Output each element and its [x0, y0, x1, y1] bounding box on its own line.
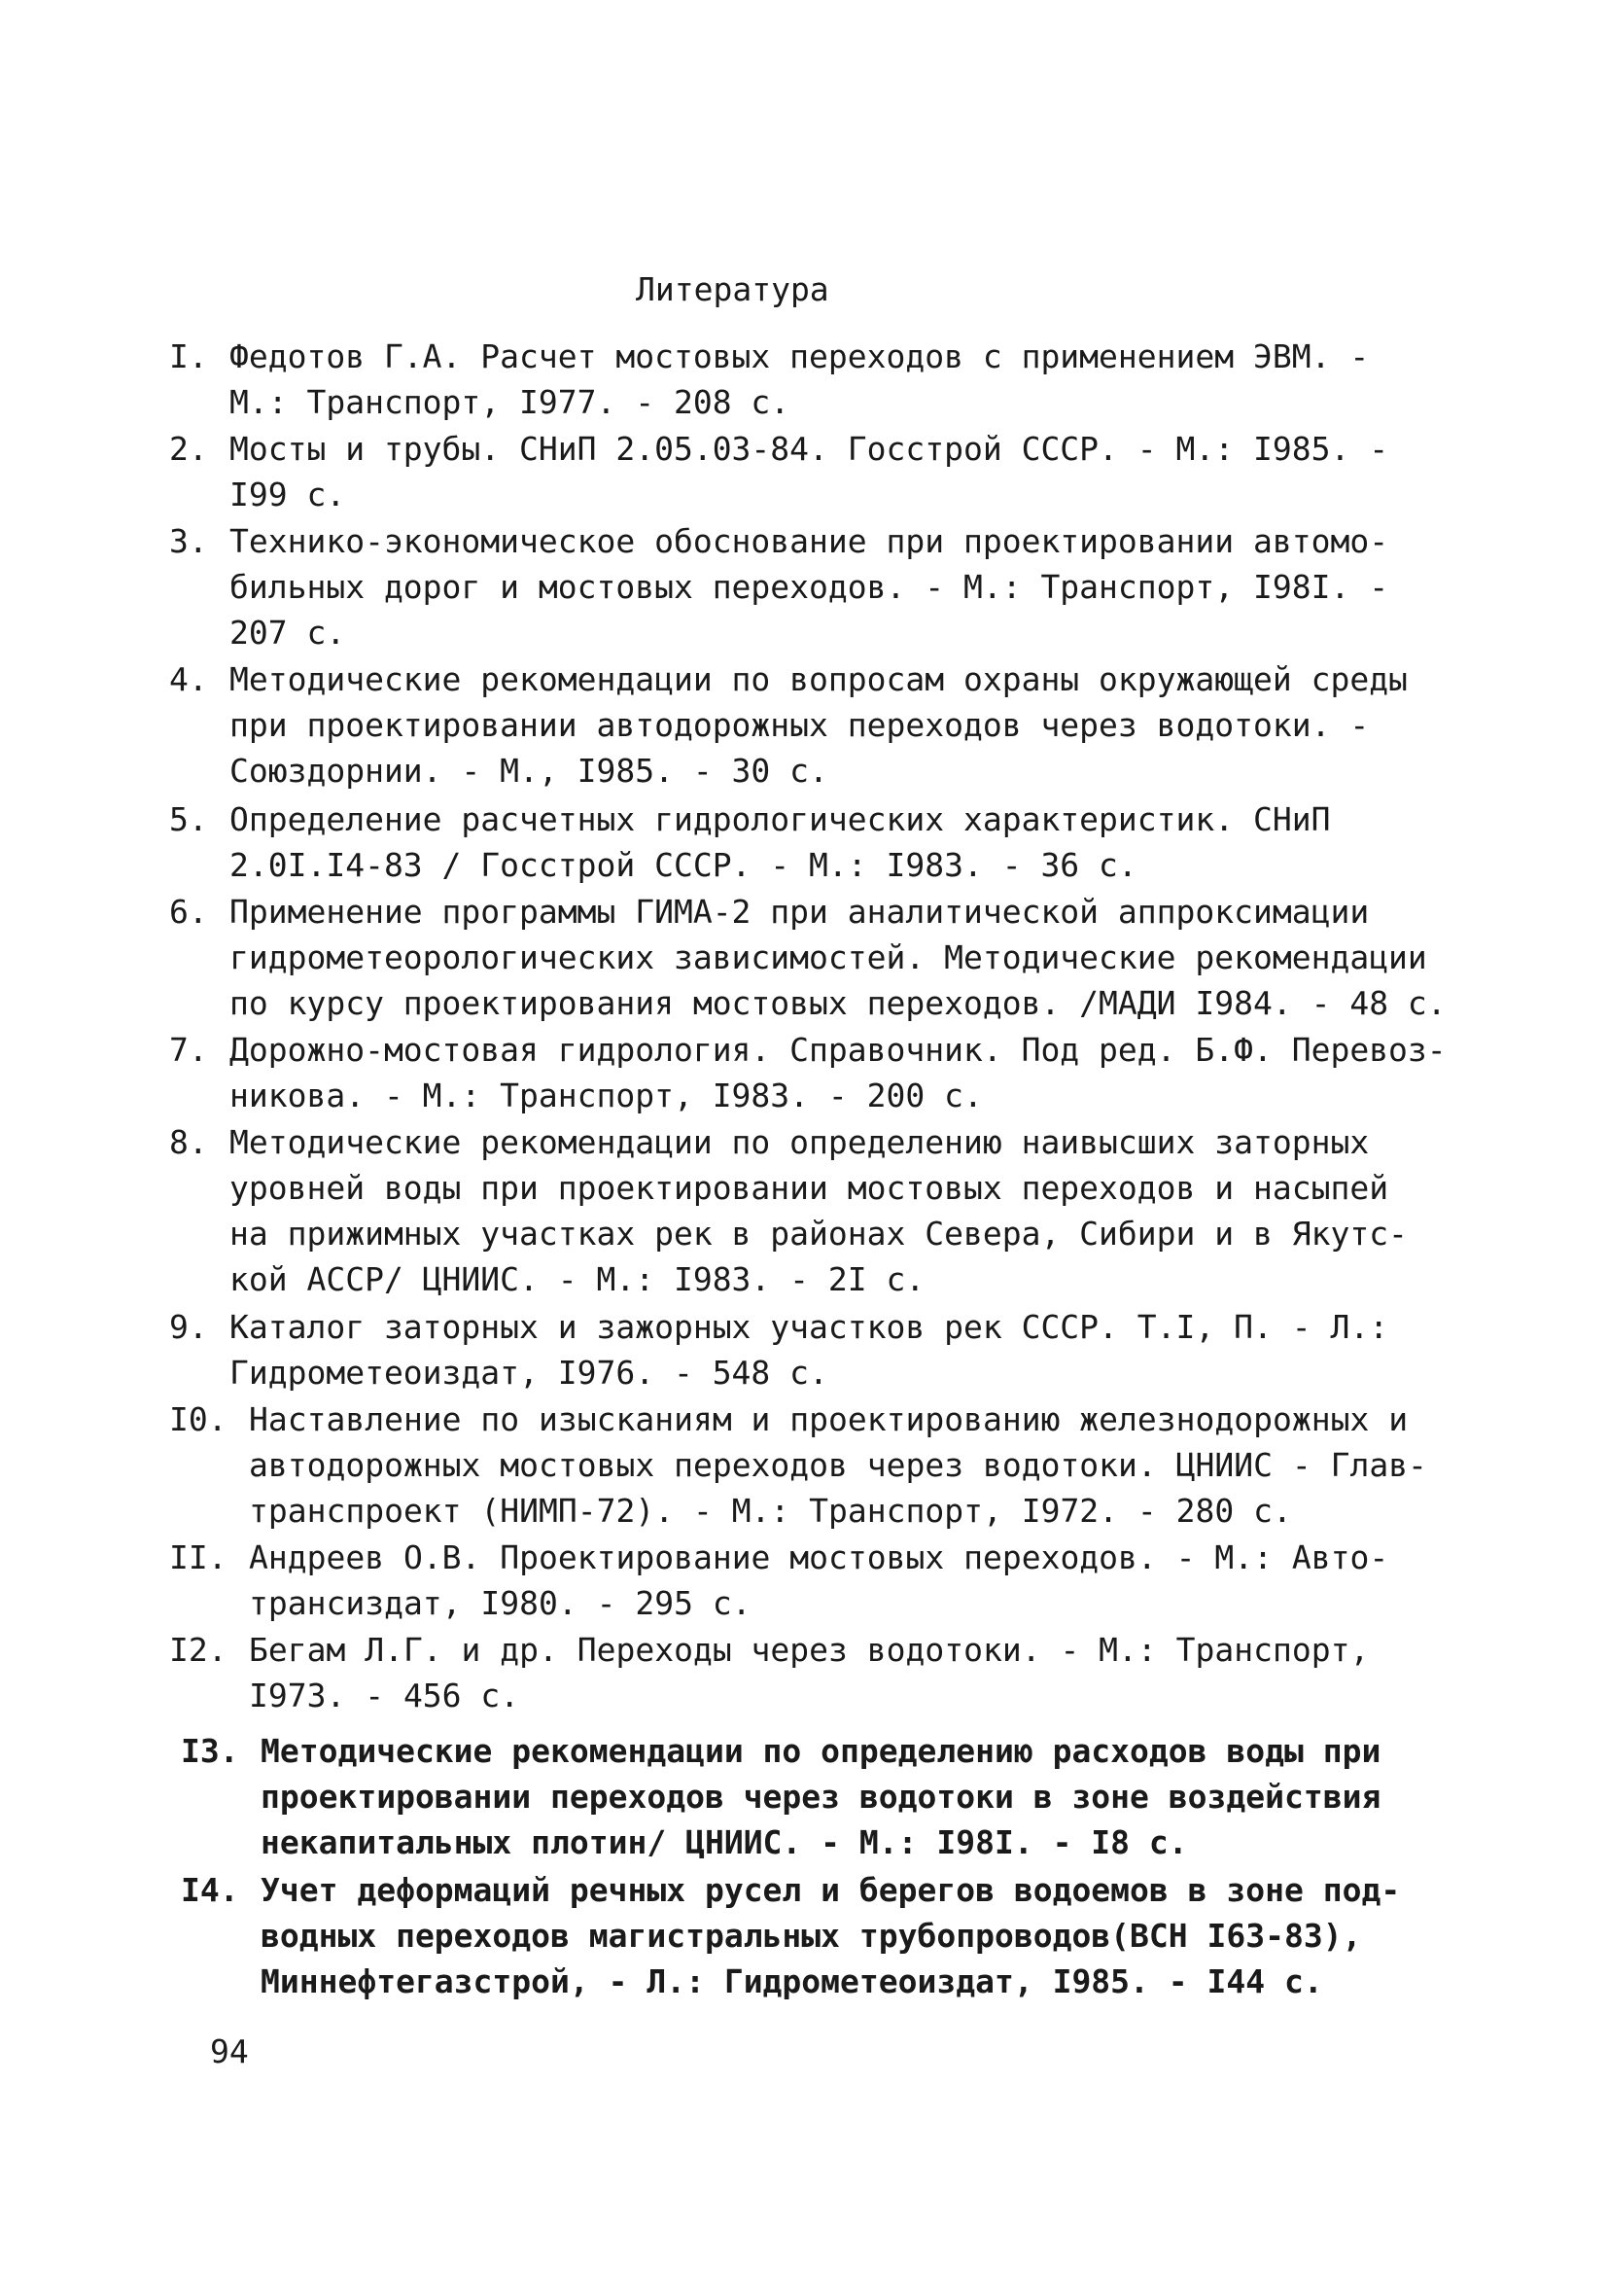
reference-line [181, 1913, 1400, 1959]
reference-text: Мосты и трубы. СНиП 2.05.03-84. Госстрой СССР. - М.: I985. - [229, 430, 1389, 468]
reference-entry-13 [181, 1728, 1381, 1865]
reference-number: II. [169, 1538, 227, 1576]
page-number: 94 [210, 2032, 249, 2070]
reference-entry-4 [169, 656, 1408, 794]
reference-text: Дорожно-мостовая гидрология. Справочник. Под ред. Б.Ф. Перевоз- [229, 1031, 1447, 1069]
reference-text: трансиздат, I980. - 295 с. [249, 1584, 752, 1622]
reference-number: I0. [169, 1400, 227, 1438]
reference-line [169, 1396, 1427, 1442]
reference-number: 9. [169, 1308, 208, 1346]
reference-line [169, 426, 1388, 472]
reference-line [169, 1627, 1369, 1673]
reference-number: 5. [169, 800, 208, 838]
reference-text: уровней воды при проектировании мостовых переходов и насыпей [229, 1169, 1389, 1207]
reference-line [169, 1350, 1388, 1395]
reference-line [169, 796, 1330, 842]
reference-text: автодорожных мостовых переходов через водотоки. ЦНИИС - Глав- [249, 1446, 1427, 1484]
reference-line [169, 564, 1388, 610]
reference-text: Методические рекомендации по определению наивысших заторных [229, 1123, 1370, 1161]
reference-text: М.: Транспорт, I977. - 208 с. [229, 383, 790, 421]
reference-number: 4. [169, 660, 208, 698]
reference-text: Методические рекомендации по вопросам охраны окружающей среды [229, 660, 1408, 698]
reference-number: 3. [169, 522, 208, 560]
reference-text: проектировании переходов через водотоки в зоне воздействия [261, 1778, 1381, 1816]
reference-entry-9 [169, 1304, 1388, 1395]
reference-line [169, 334, 1369, 379]
reference-text: Гидрометеоиздат, I976. - 548 с. [229, 1354, 828, 1392]
reference-text: I973. - 456 с. [249, 1677, 520, 1714]
reference-entry-1 [169, 334, 1369, 425]
reference-line [169, 702, 1408, 748]
reference-number: 6. [169, 893, 208, 931]
reference-entry-3 [169, 518, 1388, 655]
reference-number: I2. [169, 1631, 227, 1669]
reference-line [169, 1488, 1427, 1534]
reference-line [169, 1165, 1408, 1211]
reference-line [181, 1728, 1381, 1774]
page-title: Литература [636, 270, 829, 308]
reference-line [169, 1442, 1427, 1488]
reference-entry-5 [169, 796, 1330, 888]
reference-line [169, 889, 1447, 935]
reference-entry-2 [169, 426, 1388, 517]
reference-line [169, 935, 1447, 980]
reference-line [169, 1211, 1408, 1256]
reference-text: Методические рекомендации по определению расходов воды при [261, 1732, 1381, 1770]
reference-line [169, 518, 1388, 564]
reference-text: на прижимных участках рек в районах Севера, Сибири и в Якутс- [229, 1215, 1408, 1253]
reference-line [169, 379, 1369, 425]
reference-text: Миннефтегазстрой, - Л.: Гидрометеоиздат, I985. - I44 с. [261, 1962, 1323, 2000]
reference-text: Определение расчетных гидрологических характеристик. СНиП [229, 800, 1331, 838]
reference-line [169, 1673, 1369, 1718]
reference-number: I4. [181, 1871, 239, 1909]
reference-number: 8. [169, 1123, 208, 1161]
reference-entry-6 [169, 889, 1447, 1026]
reference-line [169, 472, 1388, 517]
reference-line [169, 1027, 1447, 1073]
reference-text: 207 с. [229, 614, 346, 652]
reference-line [169, 1256, 1408, 1302]
reference-text: 2.0I.I4-83 / Госстрой СССР. - М.: I983. - 36 с. [229, 846, 1137, 884]
reference-number: I3. [181, 1732, 239, 1770]
reference-text: Союздорнии. - М., I985. - 30 с. [229, 752, 828, 790]
reference-line [181, 1774, 1381, 1819]
reference-line [169, 1535, 1388, 1580]
reference-line [169, 610, 1388, 655]
reference-text: Андреев О.В. Проектирование мостовых переходов. - М.: Авто- [249, 1538, 1389, 1576]
reference-line [169, 980, 1447, 1026]
reference-text: Технико-экономическое обоснование при проектировании автомо- [229, 522, 1389, 560]
reference-line [169, 1304, 1388, 1350]
reference-text: Наставление по изысканиям и проектированию железнодорожных и [249, 1400, 1409, 1438]
reference-text: по курсу проектирования мостовых переходов. /МАДИ I984. - 48 с. [229, 984, 1447, 1022]
reference-text: Бегам Л.Г. и др. Переходы через водотоки. - М.: Транспорт, [249, 1631, 1370, 1669]
reference-line [181, 1959, 1400, 2004]
reference-text: бильных дорог и мостовых переходов. - М.: Транспорт, I98I. - [229, 568, 1389, 606]
reference-text: при проектировании автодорожных переходов через водотоки. - [229, 706, 1370, 744]
reference-text: некапитальных плотин/ ЦНИИС. - М.: I98I. - I8 с. [261, 1823, 1188, 1861]
reference-entry-7 [169, 1027, 1447, 1118]
reference-line [181, 1867, 1400, 1913]
reference-entry-8 [169, 1119, 1408, 1302]
reference-line [169, 656, 1408, 702]
reference-text: Учет деформаций речных русел и берегов водоемов в зоне под- [261, 1871, 1401, 1909]
reference-line [169, 1119, 1408, 1165]
reference-text: I99 с. [229, 476, 346, 513]
reference-entry-14 [181, 1867, 1400, 2004]
reference-text: Применение программы ГИМА-2 при аналитической аппроксимации [229, 893, 1370, 931]
reference-text: Федотов Г.А. Расчет мостовых переходов с применением ЭВМ. - [229, 337, 1370, 375]
reference-line [181, 1819, 1381, 1865]
reference-line [169, 748, 1408, 794]
reference-text: транспроект (НИМП-72). - М.: Транспорт, I972. - 280 с. [249, 1492, 1292, 1530]
reference-number: I. [169, 337, 208, 375]
reference-text: кой АССР/ ЦНИИС. - М.: I983. - 2I с. [229, 1260, 926, 1298]
reference-text: никова. - М.: Транспорт, I983. - 200 с. [229, 1077, 983, 1114]
reference-text: водных переходов магистральных трубопроводов(ВСН I63-83), [261, 1917, 1362, 1955]
reference-entry-11 [169, 1535, 1388, 1626]
reference-number: 2. [169, 430, 208, 468]
reference-number: 7. [169, 1031, 208, 1069]
reference-entry-10 [169, 1396, 1427, 1534]
reference-line [169, 842, 1330, 888]
reference-line [169, 1580, 1388, 1626]
reference-text: гидрометеорологических зависимостей. Методические рекомендации [229, 938, 1427, 976]
reference-entry-12 [169, 1627, 1369, 1718]
reference-line [169, 1073, 1447, 1118]
reference-text: Каталог заторных и зажорных участков рек СССР. Т.I, П. - Л.: [229, 1308, 1389, 1346]
